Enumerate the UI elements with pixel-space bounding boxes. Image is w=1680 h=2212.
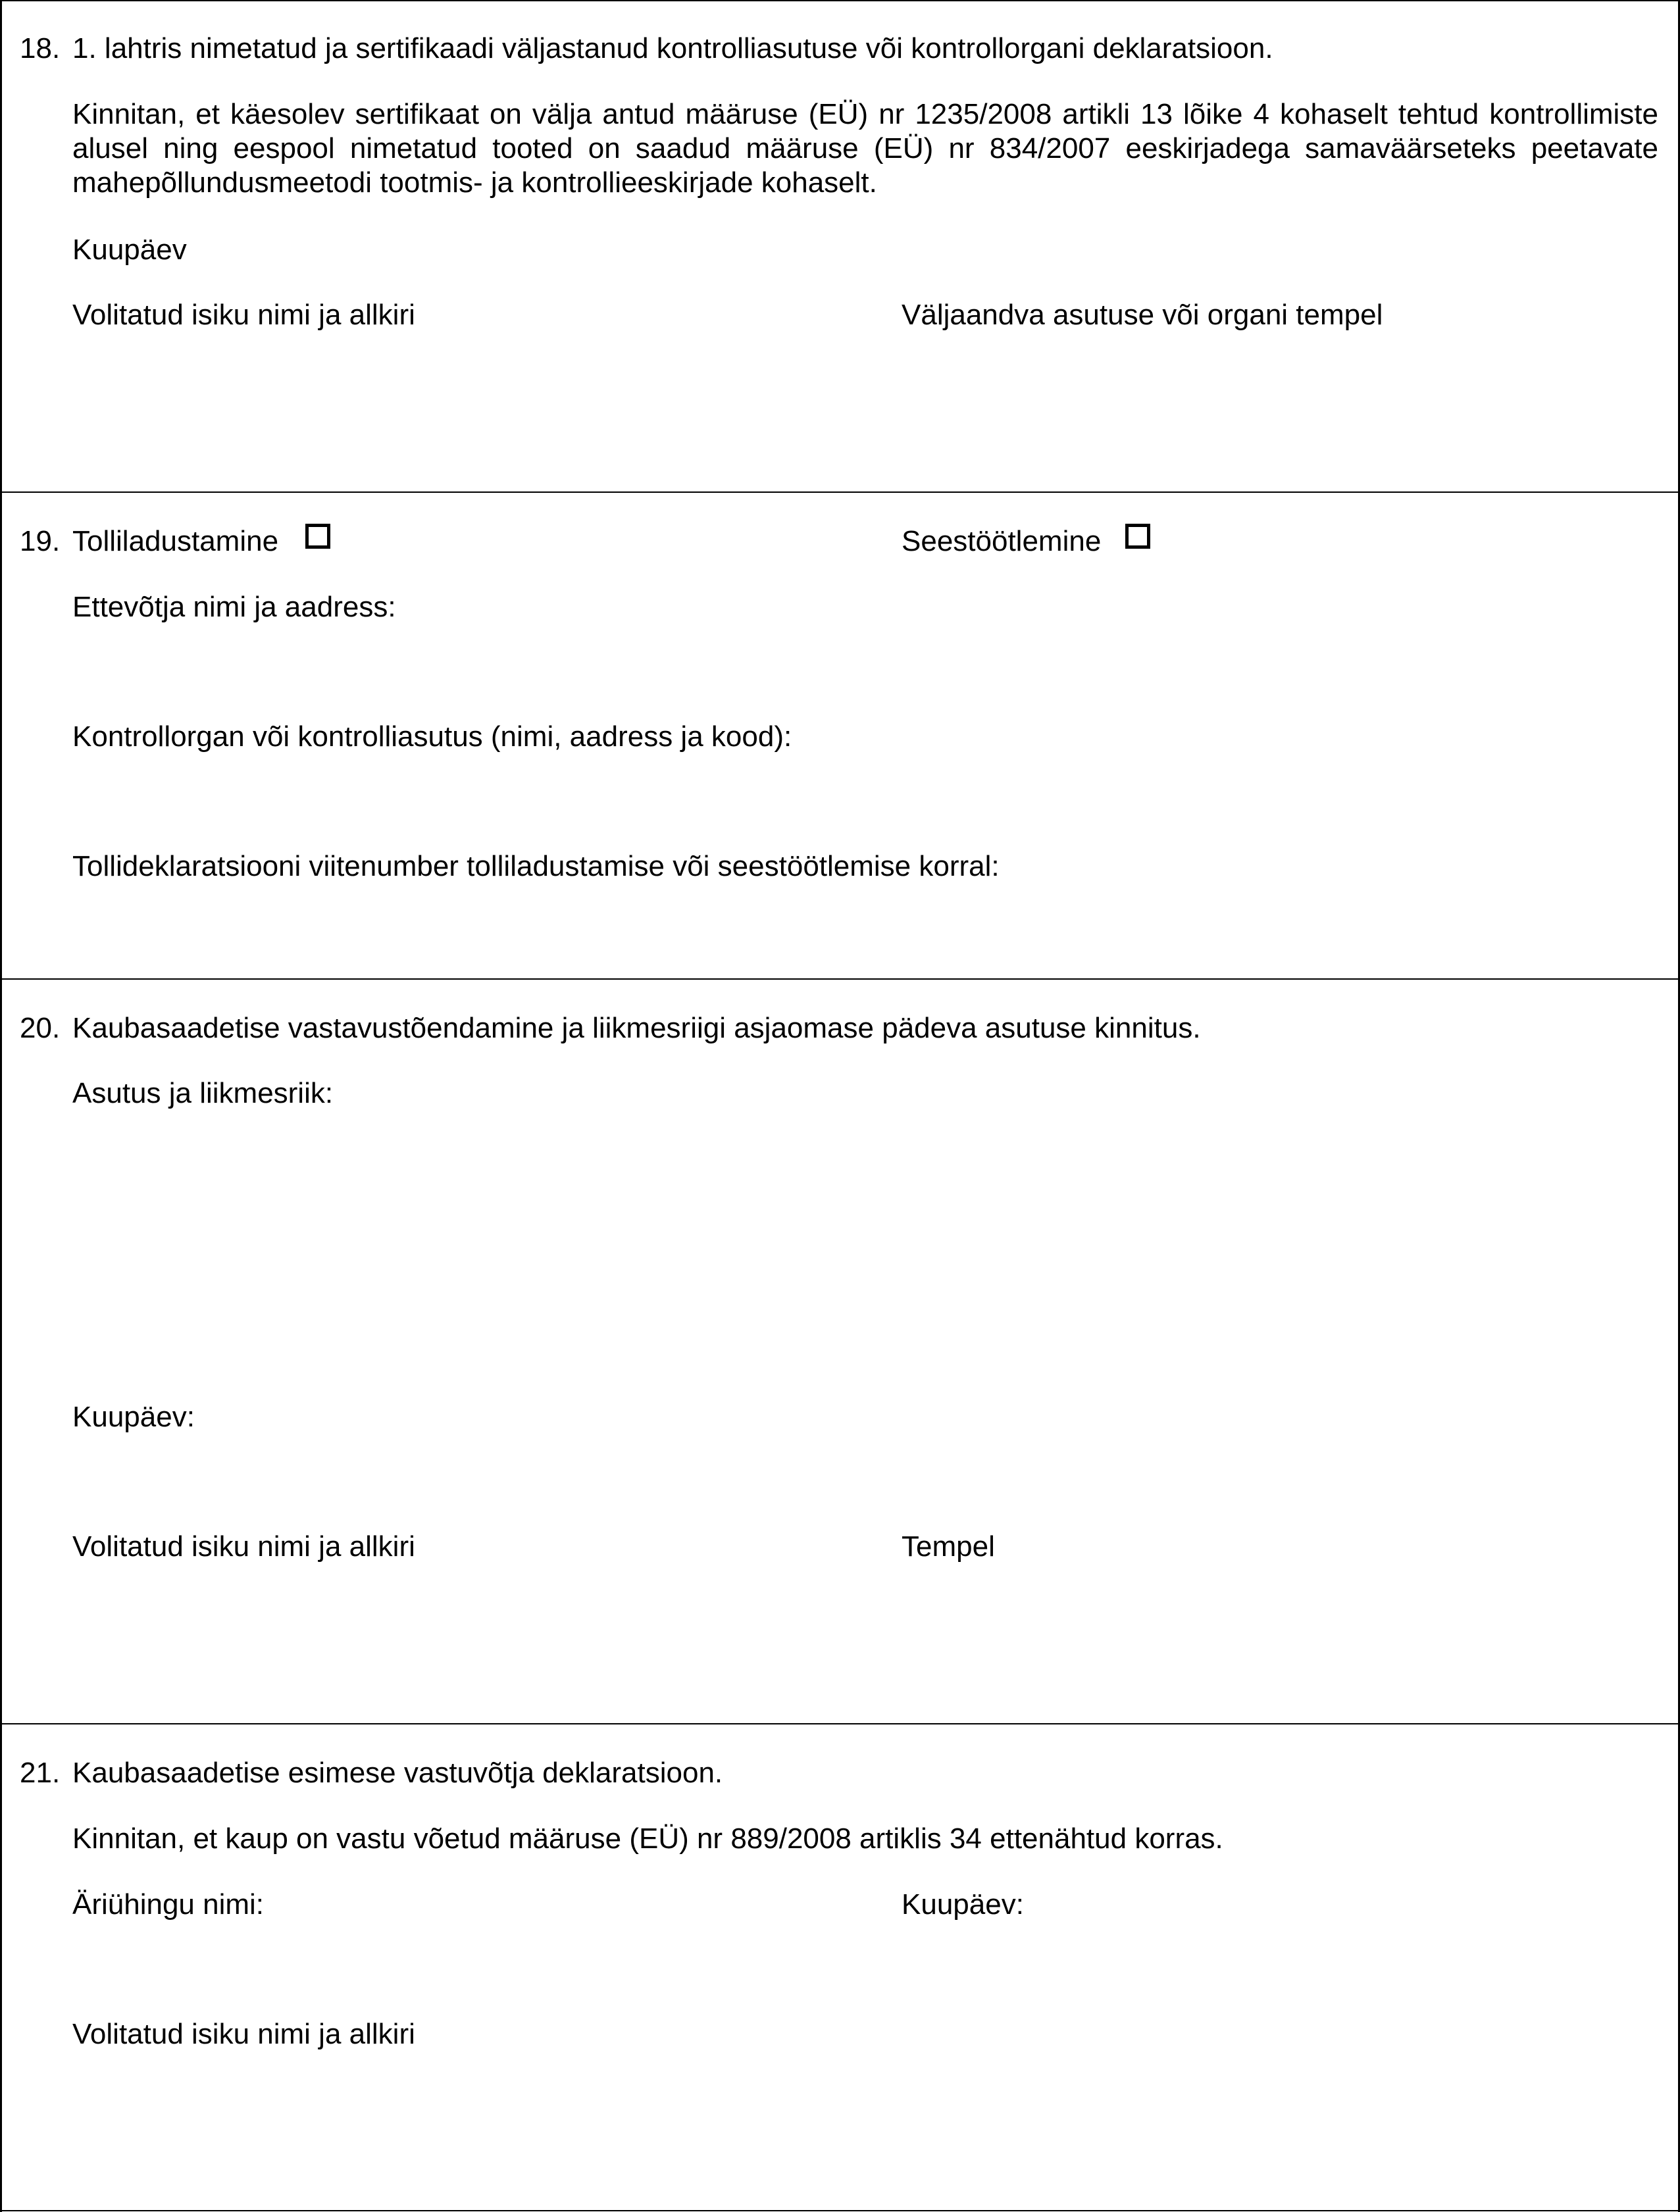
operator-label: Ettevõtja nimi ja aadress: xyxy=(72,591,396,623)
box-20-stamp-label: Tempel xyxy=(902,1530,995,1563)
divider-18-19 xyxy=(0,491,1680,493)
customs-clearance-checkbox[interactable] xyxy=(305,524,330,549)
inward-processing-label: Seestöötlemine xyxy=(902,525,1102,557)
customs-clearance-label: Tolliladustamine xyxy=(72,525,279,557)
box-20-number: 20. xyxy=(20,1012,61,1044)
box-18-heading: 1. lahtris nimetatud ja sertifikaadi väljastanud kontrolliasutuse või kontrollorgani deklaratsioon. xyxy=(72,32,1273,64)
box-21-date-label: Kuupäev: xyxy=(902,1888,1024,1921)
box-19-number: 19. xyxy=(20,525,61,557)
box-18-stamp-label: Väljaandva asutuse või organi tempel xyxy=(902,299,1383,331)
declaration-ref-label: Tollideklaratsiooni viitenumber tolliladustamise või seestöötlemise korral: xyxy=(72,850,1000,882)
authority-label: Asutus ja liikmesriik: xyxy=(72,1077,334,1109)
box-21-number: 21. xyxy=(20,1757,61,1789)
control-body-label: Kontrollorgan või kontrolliasutus (nimi, aadress ja kood): xyxy=(72,720,792,753)
box-20-date-label: Kuupäev: xyxy=(72,1401,195,1433)
left-border xyxy=(0,0,2,2212)
box-20-signature-label: Volitatud isiku nimi ja allkiri xyxy=(72,1530,415,1563)
box-18-signature-label: Volitatud isiku nimi ja allkiri xyxy=(72,299,415,331)
box-21-heading: Kaubasaadetise esimese vastuvõtja deklaratsioon. xyxy=(72,1757,723,1789)
bottom-border xyxy=(0,2210,1680,2211)
inward-processing-checkbox[interactable] xyxy=(1125,524,1150,549)
box-18-date-label: Kuupäev xyxy=(72,234,187,266)
company-label: Äriühingu nimi: xyxy=(72,1888,265,1921)
top-border xyxy=(0,0,1680,1)
box-18-statement: Kinnitan, et käesolev sertifikaat on välja antud määruse (EÜ) nr 1235/2008 artikli 13 lõike 4 kohaselt tehtud kontrollimiste alusel ning eespool nimetatud tooted on saadud määruse (EÜ) nr 834/2007 eeskirjadega samaväärseteks peetavate mahepõllundusmeetodi tootmis- ja kontrollieeskirjade kohaselt. xyxy=(72,98,1658,199)
box-21-signature-label: Volitatud isiku nimi ja allkiri xyxy=(72,2018,415,2050)
divider-20-21 xyxy=(0,1723,1680,1724)
divider-19-20 xyxy=(0,978,1680,980)
box-20-heading: Kaubasaadetise vastavustõendamine ja liikmesriigi asjaomase pädeva asutuse kinnitus. xyxy=(72,1012,1201,1044)
box-18-number: 18. xyxy=(20,32,61,64)
box-21-statement: Kinnitan, et kaup on vastu võetud määruse (EÜ) nr 889/2008 artiklis 34 ettenähtud korras. xyxy=(72,1822,1223,1855)
